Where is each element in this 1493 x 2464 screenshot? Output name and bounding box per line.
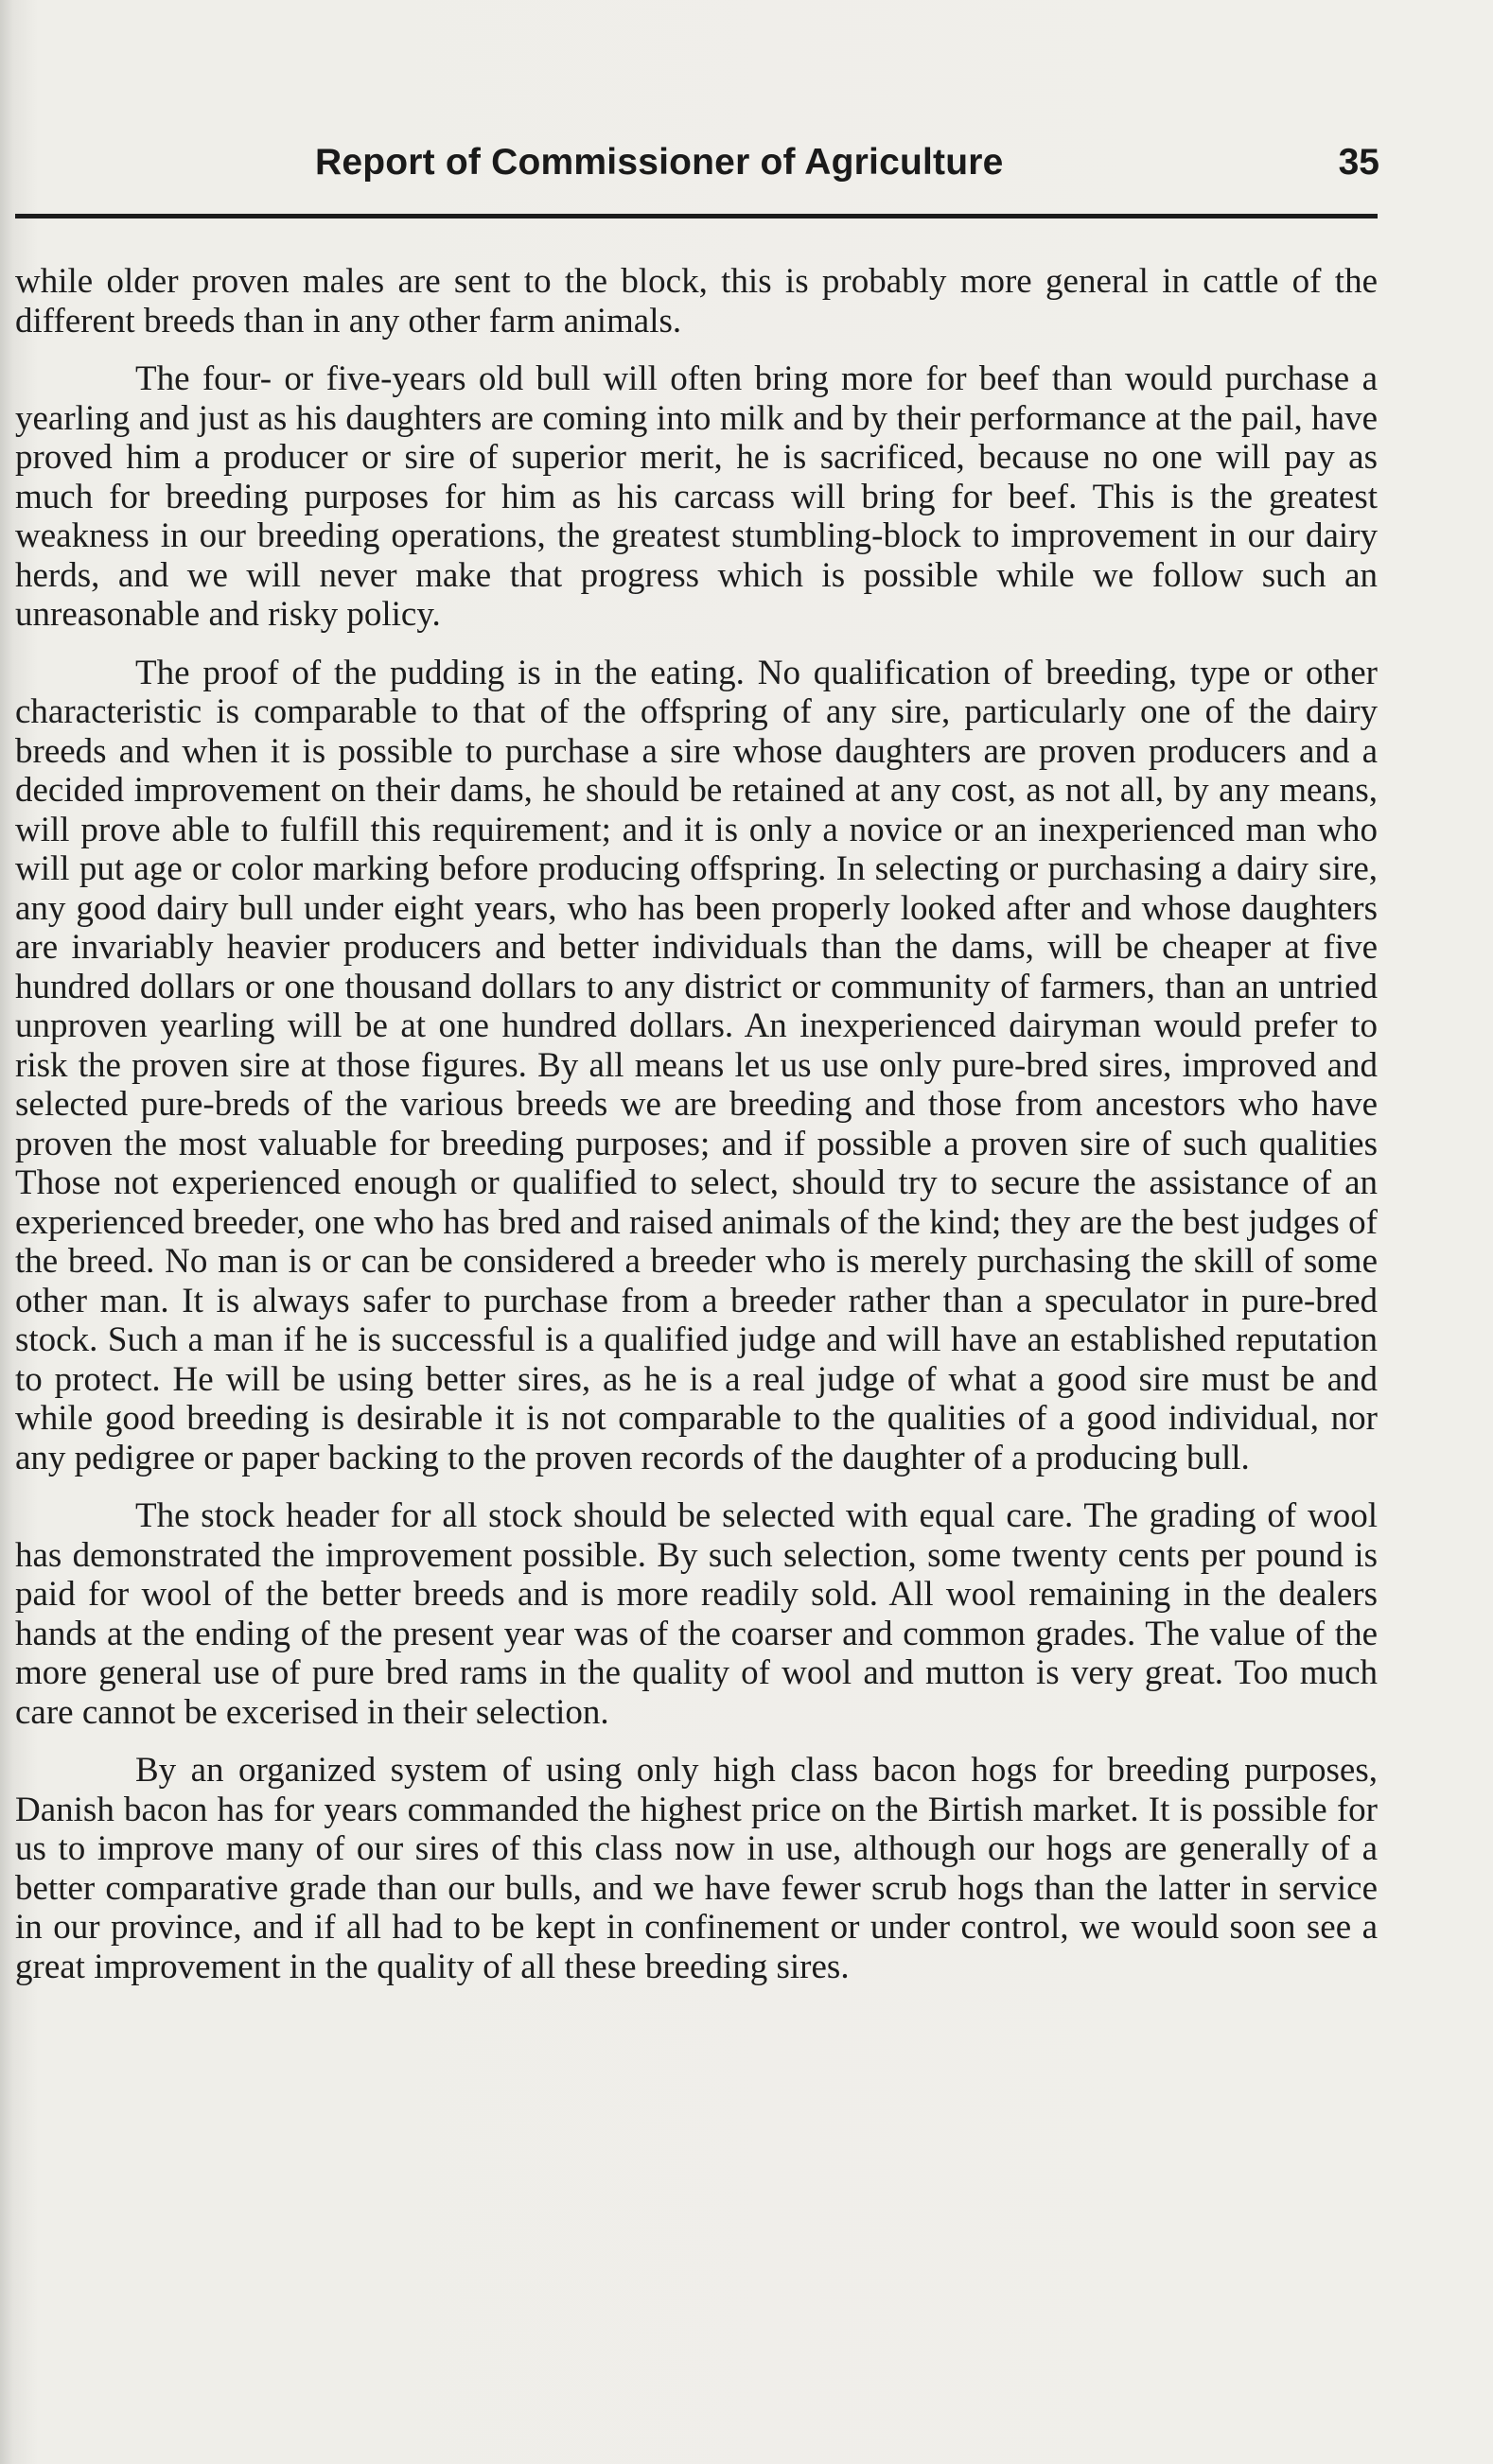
paragraph-bacon-hogs: By an organized system of using only high class bacon hogs for breeding purposes, Danish bacon has for years commanded the highest price on the Birtish market. It is possible for us to improve many of our sires of this class now in use, although our hogs are generally of a better comparative grade than our bulls, and we have fewer scrub hogs than the latter in service in our province, and if all had to be kept in confinement or under control, we would soon see a great improvement in the quality of all these breeding sires. <box>15 1751 1378 1986</box>
paragraph-proof-of-pudding: The proof of the pudding is in the eating. No qualification of breeding, type or other characteristic is comparable to that of the offspring of any sire, particularly one of the dairy breeds and when it is possible to purchase a sire whose daughters are proven producers and a decided improvement on their dams, he should be retained at any cost, as not all, by any means, will prove able to fulfill this requirement; and it is only a novice or an inexperienced man who will put age or color marking before producing offspring. In selecting or purchasing a dairy sire, any good dairy bull under eight years, who has been properly looked after and whose daughters are invariably heavier producers and better individuals than the dams, will be cheaper at five hundred dollars or one thousand dollars to any district or community of farmers, than an untried unproven yearling will be at one hundred dollars. An inexperienced dairyman would prefer to risk the proven sire at those figures. By all means let us use only pure-bred sires, improved and selected pure-breds of the various breeds we are breeding and those from ancestors who have proven the most valuable for breeding purposes; and if possible a proven sire of such qualities Those not experienced enough or qualified to select, should try to secure the assistance of an experienced breeder, one who has bred and raised animals of the kind; they are the best judges of the breed. No man is or can be considered a breeder who is merely purchasing the skill of some other man. It is always safer to purchase from a breeder rather than a speculator in pure-bred stock. Such a man if he is successful is a qualified judge and will have an established reputation to protect. He will be using better sires, as he is a real judge of what a good sire must be and while good breeding is desirable it is not comparable to the qualities of a good individual, nor any pedigree or paper backing to the proven records of the daughter of a producing bull. <box>15 653 1378 1477</box>
page-number: 35 <box>1338 142 1379 183</box>
header-rule <box>15 214 1378 218</box>
paragraph-bull-beef: The four- or five-years old bull will often bring more for beef than would purchase a yearling and just as his daughters are coming into milk and by their performance at the pail, have proved him a producer or sire of superior merit, he is sacrificed, because no one will pay as much for breeding purposes for him as his carcass will bring for beef. This is the greatest weakness in our breeding operations, the greatest stumbling-block to improvement in our dairy herds, and we will never make that progress which is possible while we follow such an unreasonable and risky policy. <box>15 359 1378 634</box>
paragraph-stock-header: The stock header for all stock should be selected with equal care. The grading of wool has demonstrated the improvement possible. By such selection, some twenty cents per pound is paid for wool of the better breeds and is more readily sold. All wool remaining in the dealers hands at the ending of the present year was of the coarser and common grades. The value of the more general use of pure bred rams in the quality of wool and mutton is very great. Too much care cannot be excerised in their selection. <box>15 1496 1378 1732</box>
body-text <box>15 262 1378 1986</box>
page-header <box>0 142 1493 199</box>
running-head-title: Report of Commissioner of Agriculture <box>315 142 1004 183</box>
paragraph-continued: while older proven males are sent to the block, this is probably more general in cattle of the different breeds than in any other farm animals. <box>15 262 1378 341</box>
